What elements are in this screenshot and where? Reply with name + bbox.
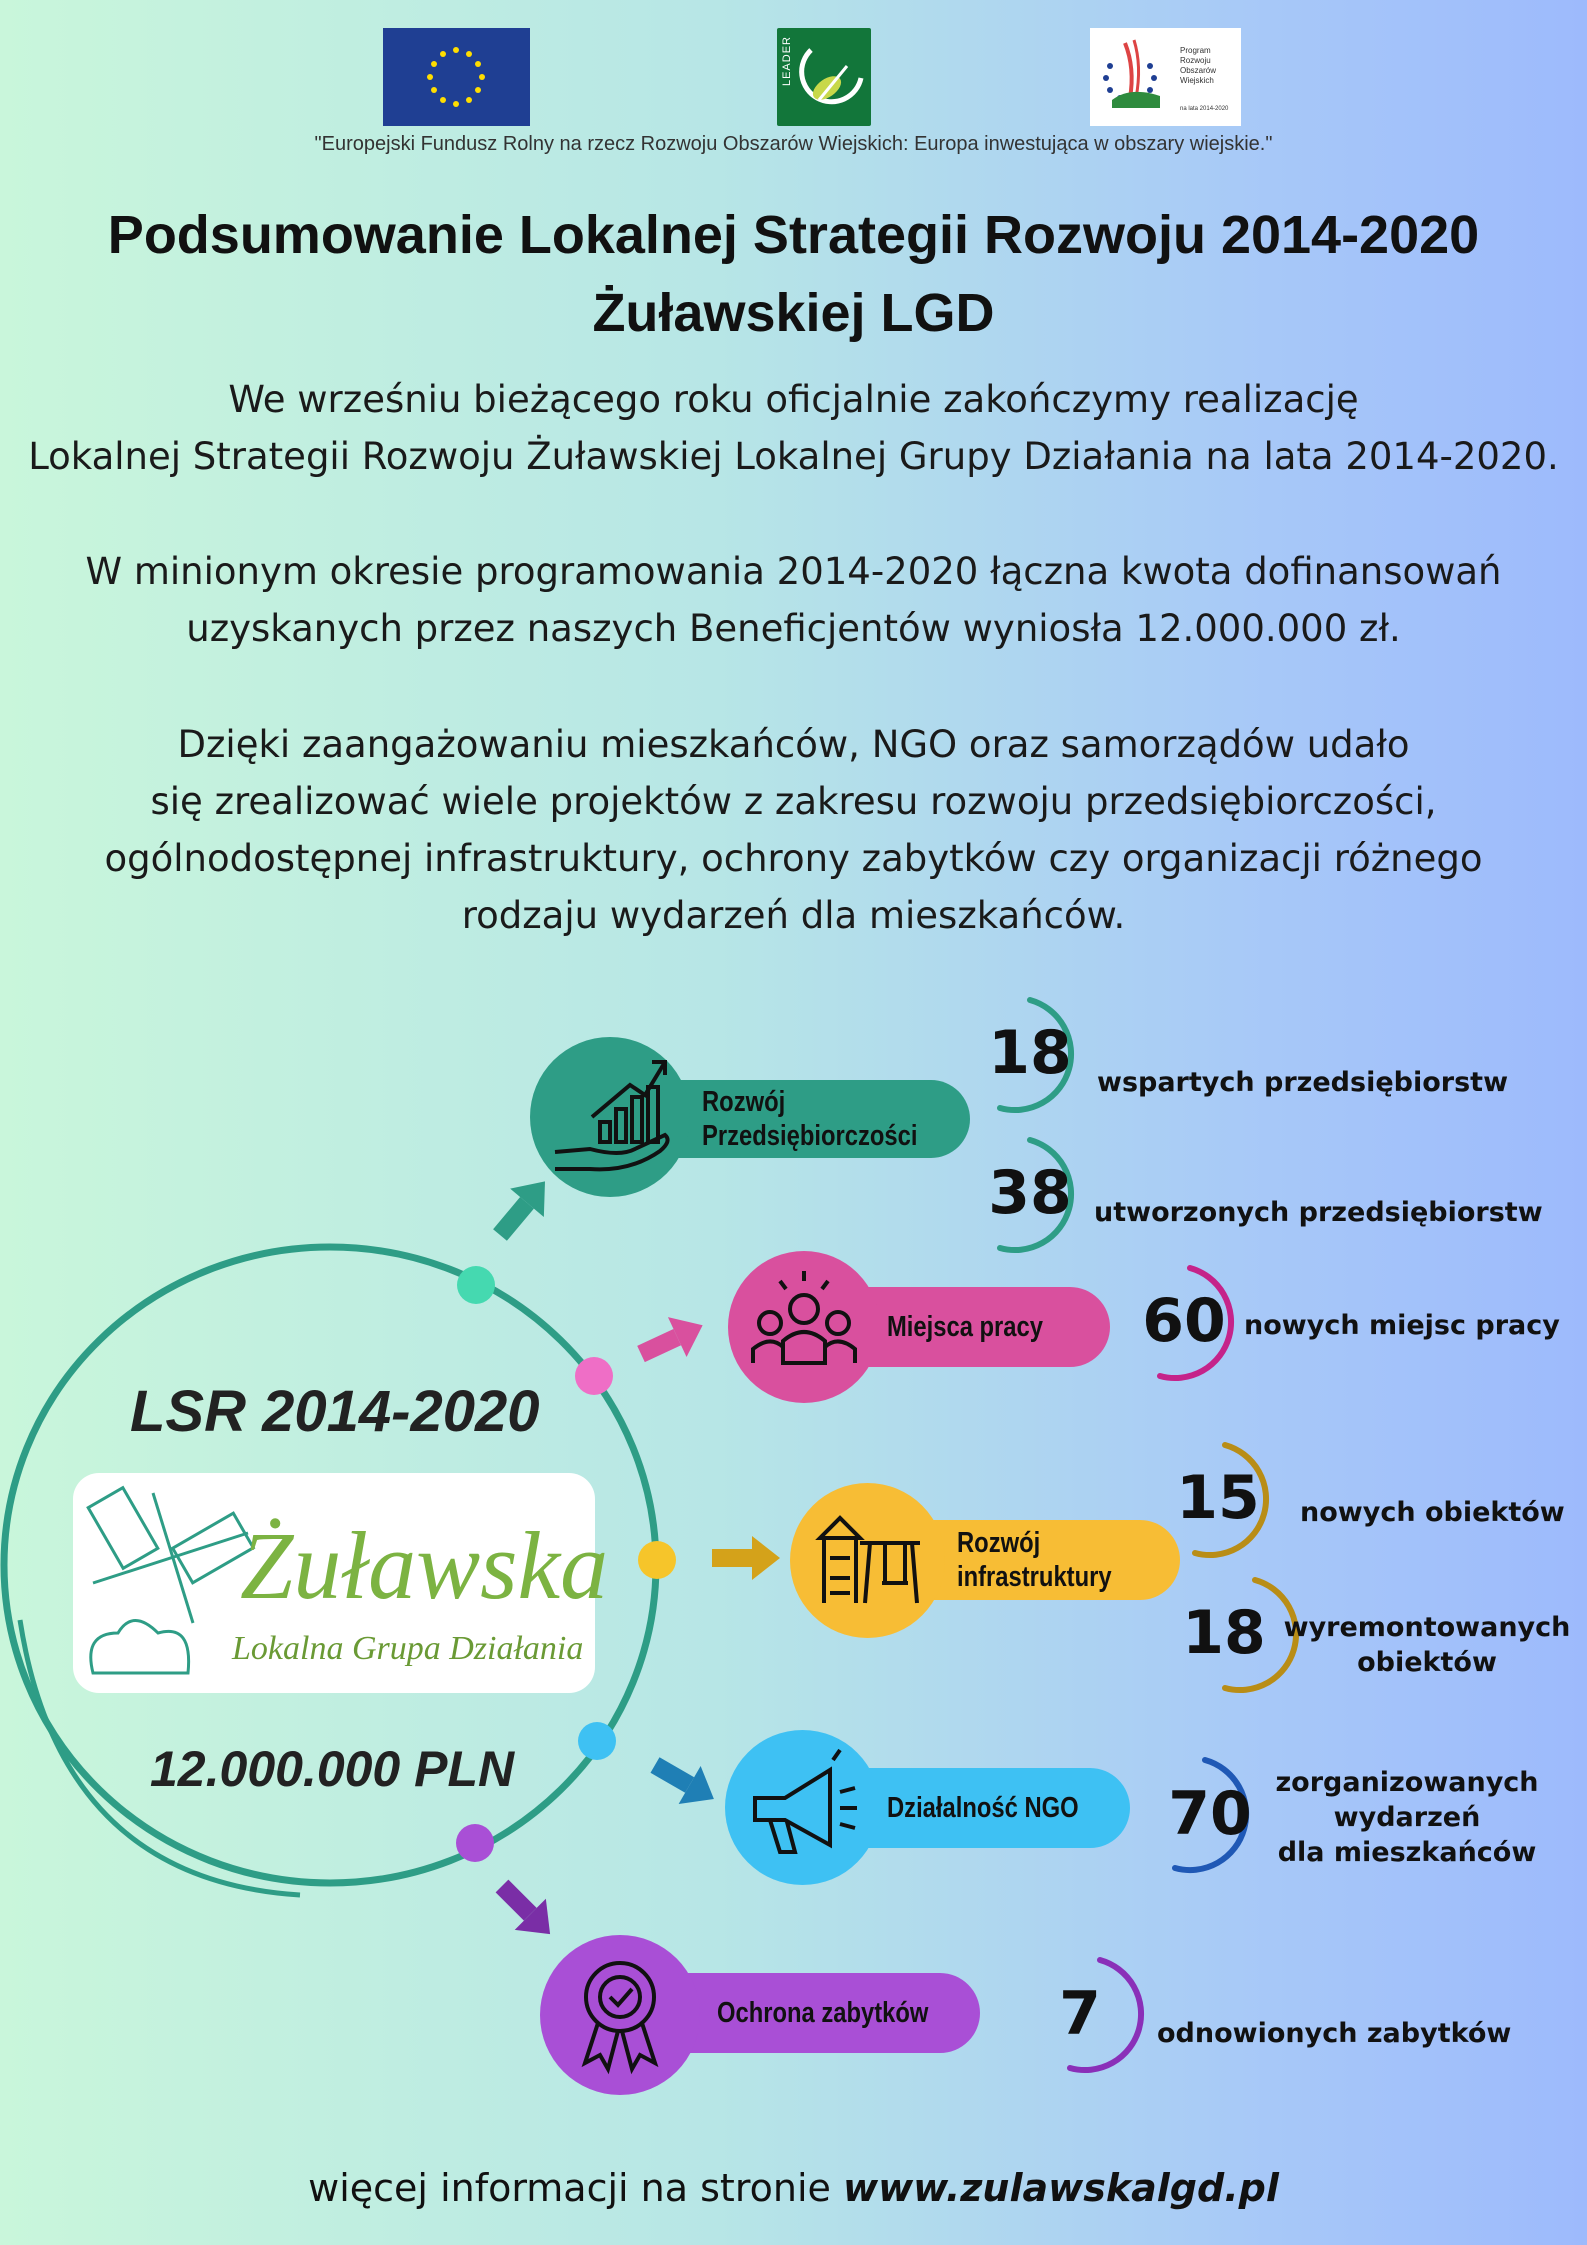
stat-value: 18	[1182, 1598, 1266, 1668]
stat-value: 38	[988, 1158, 1072, 1228]
prow-line: Wiejskich	[1180, 76, 1214, 85]
arrow-pink-icon	[632, 1305, 712, 1374]
arrow-blue-icon	[644, 1746, 725, 1818]
title-line-1: Podsumowanie Lokalnej Strategii Rozwoju 2014-2020	[107, 205, 1480, 265]
stat-label	[1262, 1765, 1552, 1870]
category-label-line: infrastruktury	[957, 1561, 1112, 1593]
category-label-line: Rozwój	[957, 1527, 1041, 1559]
category-label-line: Rozwój	[702, 1086, 786, 1118]
intro-line: We wrześniu bieżącego roku oficjalnie zakończymy realizację	[228, 378, 1359, 421]
connector-dot-pink	[575, 1357, 613, 1395]
award-badge-icon	[540, 1935, 700, 2095]
leader-logo-text: LEADER	[781, 36, 793, 87]
people-group-icon	[728, 1251, 880, 1403]
stat-label: wspartych przedsiębiorstw	[1097, 1067, 1509, 1098]
category-icon-circle	[530, 1037, 690, 1197]
stat-label-line: dla mieszkańców	[1277, 1837, 1537, 1868]
connector-dot-blue	[578, 1722, 616, 1760]
stat-label-line: obiektów	[1357, 1647, 1497, 1678]
category-label	[957, 1526, 1112, 1594]
intro-line: Lokalnej Strategii Rozwoju Żuławskiej Lokalnej Grupy Działania na lata 2014-2020.	[28, 435, 1559, 478]
stat-value: 7	[1059, 1979, 1101, 2049]
intro-line: się zrealizować wiele projektów z zakresu rozwoju przedsiębiorczości,	[150, 780, 1437, 823]
title-line-2: Żuławskiej LGD	[592, 283, 995, 343]
footer-info	[0, 2166, 1587, 2210]
stat-label-line: wyremontowanych	[1283, 1612, 1571, 1643]
intro-line: uzyskanych przez naszych Beneficjentów wyniosła 12.000.000 zł.	[186, 607, 1401, 650]
prow-line: Rozwoju	[1180, 56, 1211, 65]
category-icon-circle	[790, 1483, 945, 1638]
intro-line: ogólnodostępnej infrastruktury, ochrony zabytków czy organizacji różnego	[104, 837, 1483, 880]
stat-label: nowych miejsc pracy	[1244, 1310, 1560, 1341]
stat-value: 18	[988, 1018, 1072, 1088]
stat-label	[1282, 1610, 1572, 1680]
stat-value: 70	[1168, 1779, 1252, 1849]
category-label	[702, 1085, 917, 1153]
prow-logo-period: na lata 2014-2020	[1180, 106, 1229, 112]
footer-text: więcej informacji na stronie	[308, 2166, 843, 2210]
stat-label: utworzonych przedsiębiorstw	[1094, 1197, 1543, 1228]
prow-line: Obszarów	[1180, 66, 1217, 75]
lsr-title: LSR 2014-2020	[130, 1379, 540, 1444]
growth-chart-hand-icon	[530, 1037, 690, 1197]
megaphone-icon	[725, 1730, 880, 1885]
playground-icon	[790, 1483, 945, 1638]
lgd-name: Żuławska	[240, 1512, 609, 1619]
category-icon-circle	[728, 1251, 880, 1403]
category-label: Ochrona zabytków	[717, 1997, 929, 2029]
lgd-subtitle: Lokalna Grupa Działania	[232, 1630, 584, 1667]
category-label-line: Przedsiębiorczości	[702, 1120, 918, 1152]
stat-label-line: zorganizowanych	[1275, 1767, 1539, 1798]
stat-label-line: wydarzeń	[1333, 1802, 1481, 1833]
intro-line: rodzaju wydarzeń dla mieszkańców.	[461, 894, 1126, 937]
category-icon-circle	[725, 1730, 880, 1885]
connector-dot-yellow	[638, 1541, 676, 1579]
prow-line: Program	[1180, 46, 1211, 55]
category-icon-circle	[540, 1935, 700, 2095]
connector-dot-teal	[457, 1266, 495, 1304]
stat-value: 60	[1142, 1286, 1226, 1356]
stat-label: odnowionych zabytków	[1157, 2018, 1512, 2049]
category-label: Działalność NGO	[887, 1792, 1079, 1824]
arrow-yellow-icon	[712, 1536, 780, 1580]
total-budget: 12.000.000 PLN	[150, 1741, 515, 1797]
intro-line: Dzięki zaangażowaniu mieszkańców, NGO oraz samorządów udało	[177, 723, 1410, 766]
eu-funding-caption: "Europejski Fundusz Rolny na rzecz Rozwoju Obszarów Wiejskich: Europa inwestująca w obszary wiejskie."	[314, 133, 1273, 155]
website-link[interactable]: www.zulawskalgd.pl	[842, 2166, 1279, 2210]
stat-label: nowych obiektów	[1300, 1497, 1565, 1528]
stat-value: 15	[1176, 1463, 1260, 1533]
connector-dot-purple	[456, 1824, 494, 1862]
category-label: Miejsca pracy	[887, 1311, 1043, 1343]
intro-line: W minionym okresie programowania 2014-2020 łączna kwota dofinansowań	[85, 550, 1502, 593]
